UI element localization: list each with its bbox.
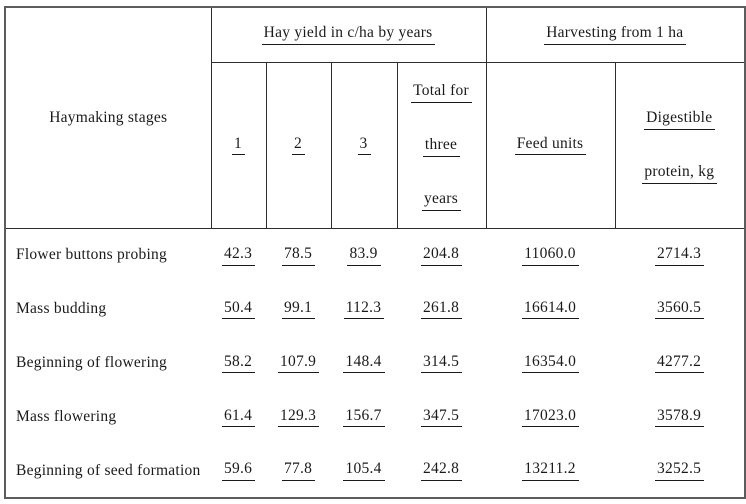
yield-year2-cell bbox=[266, 390, 331, 444]
subheader-feed-units bbox=[486, 62, 615, 228]
yield-year3-value: 105.4 bbox=[343, 460, 384, 481]
subheader-year-1 bbox=[211, 62, 266, 228]
yield-total-cell bbox=[397, 228, 486, 282]
stage-label-cell bbox=[5, 390, 211, 444]
table-row-beginning-of-flowering bbox=[5, 336, 745, 390]
header-group-harvesting bbox=[486, 7, 745, 62]
table-row-mass-budding bbox=[5, 282, 745, 336]
digestible-protein-value: 2714.3 bbox=[655, 245, 704, 266]
feed-units-label: Feed units bbox=[515, 135, 587, 156]
yield-year3-value: 83.9 bbox=[347, 245, 380, 266]
yield-year1-cell bbox=[211, 282, 266, 336]
yield-total-cell bbox=[397, 282, 486, 336]
feed-units-value: 17023.0 bbox=[522, 407, 579, 428]
yield-year3-cell bbox=[331, 390, 397, 444]
total-line-3: years bbox=[422, 190, 461, 211]
digestible-protein-cell bbox=[615, 282, 745, 336]
yield-total-value: 242.8 bbox=[421, 460, 462, 481]
digestible-protein-value: 4277.2 bbox=[655, 353, 704, 374]
digestible-protein-cell bbox=[615, 228, 745, 282]
yield-year2-value: 78.5 bbox=[282, 245, 315, 266]
total-line-2: three bbox=[423, 136, 460, 157]
year-1-label: 1 bbox=[232, 135, 245, 156]
digestible-protein-value: 3560.5 bbox=[655, 299, 704, 320]
yield-year2-value: 129.3 bbox=[278, 407, 319, 428]
header-group-hay-yield bbox=[211, 7, 486, 62]
harvesting-group-label: Harvesting from 1 ha bbox=[544, 24, 686, 45]
yield-year2-cell bbox=[266, 444, 331, 498]
yield-year3-cell bbox=[331, 444, 397, 498]
feed-units-cell bbox=[486, 282, 615, 336]
subheader-year-3 bbox=[331, 62, 397, 228]
yield-total-cell bbox=[397, 390, 486, 444]
digestible-line-2: protein, kg bbox=[642, 163, 717, 184]
stage-label: Flower buttons probing bbox=[16, 246, 168, 264]
feed-units-cell bbox=[486, 390, 615, 444]
feed-units-value: 16614.0 bbox=[522, 299, 579, 320]
yield-total-cell bbox=[397, 336, 486, 390]
yield-total-value: 204.8 bbox=[421, 245, 462, 266]
header-haymaking-stages bbox=[5, 7, 211, 228]
feed-units-value: 13211.2 bbox=[522, 460, 579, 481]
yield-year2-cell bbox=[266, 282, 331, 336]
stage-label-cell bbox=[5, 336, 211, 390]
yield-year3-value: 112.3 bbox=[344, 299, 385, 320]
yield-year3-cell bbox=[331, 336, 397, 390]
subheader-total-three-years bbox=[397, 62, 486, 228]
yield-year1-value: 61.4 bbox=[222, 407, 255, 428]
yield-total-value: 314.5 bbox=[421, 353, 462, 374]
yield-year2-value: 99.1 bbox=[282, 299, 315, 320]
digestible-protein-value: 3578.9 bbox=[655, 407, 704, 428]
feed-units-value: 16354.0 bbox=[522, 353, 579, 374]
haymaking-yield-table bbox=[4, 6, 746, 499]
subheader-digestible-protein bbox=[615, 62, 745, 228]
haymaking-stages-label: Haymaking stages bbox=[49, 108, 168, 126]
digestible-protein-value: 3252.5 bbox=[655, 460, 704, 481]
table-row-flower-buttons-probing bbox=[5, 228, 745, 282]
feed-units-cell bbox=[486, 228, 615, 282]
yield-year2-value: 77.8 bbox=[282, 460, 315, 481]
yield-year1-cell bbox=[211, 390, 266, 444]
year-3-label: 3 bbox=[358, 135, 371, 156]
yield-total-value: 261.8 bbox=[421, 299, 462, 320]
table-row-beginning-of-seed-formation bbox=[5, 444, 745, 498]
hay-yield-group-label: Hay yield in c/ha by years bbox=[262, 24, 436, 45]
stage-label-cell bbox=[5, 444, 211, 498]
yield-total-cell bbox=[397, 444, 486, 498]
yield-year2-cell bbox=[266, 336, 331, 390]
yield-year1-value: 42.3 bbox=[222, 245, 255, 266]
yield-year2-value: 107.9 bbox=[278, 353, 319, 374]
header-group-row bbox=[5, 7, 745, 62]
yield-year1-cell bbox=[211, 444, 266, 498]
stage-label-cell bbox=[5, 282, 211, 336]
feed-units-cell bbox=[486, 336, 615, 390]
yield-year1-value: 58.2 bbox=[222, 353, 255, 374]
yield-year3-value: 156.7 bbox=[343, 407, 384, 428]
stage-label: Beginning of flowering bbox=[16, 354, 168, 371]
stage-label-cell bbox=[5, 228, 211, 282]
stage-label: Mass flowering bbox=[16, 408, 117, 425]
year-2-label: 2 bbox=[292, 135, 305, 156]
yield-year1-value: 50.4 bbox=[222, 299, 255, 320]
yield-year3-cell bbox=[331, 228, 397, 282]
subheader-year-2 bbox=[266, 62, 331, 228]
feed-units-value: 11060.0 bbox=[522, 245, 579, 266]
yield-year1-value: 59.6 bbox=[222, 460, 255, 481]
digestible-protein-cell bbox=[615, 444, 745, 498]
yield-year1-cell bbox=[211, 228, 266, 282]
feed-units-cell bbox=[486, 444, 615, 498]
yield-total-value: 347.5 bbox=[421, 407, 462, 428]
yield-year1-cell bbox=[211, 336, 266, 390]
digestible-protein-cell bbox=[615, 336, 745, 390]
digestible-line-1: Digestible bbox=[644, 109, 715, 130]
yield-year3-value: 148.4 bbox=[343, 353, 384, 374]
yield-year2-cell bbox=[266, 228, 331, 282]
stage-label: Mass budding bbox=[16, 300, 107, 317]
total-line-1: Total for bbox=[411, 82, 472, 103]
table-row-mass-flowering bbox=[5, 390, 745, 444]
digestible-protein-cell bbox=[615, 390, 745, 444]
yield-year3-cell bbox=[331, 282, 397, 336]
stage-label: Beginning of seed formation bbox=[16, 461, 201, 479]
